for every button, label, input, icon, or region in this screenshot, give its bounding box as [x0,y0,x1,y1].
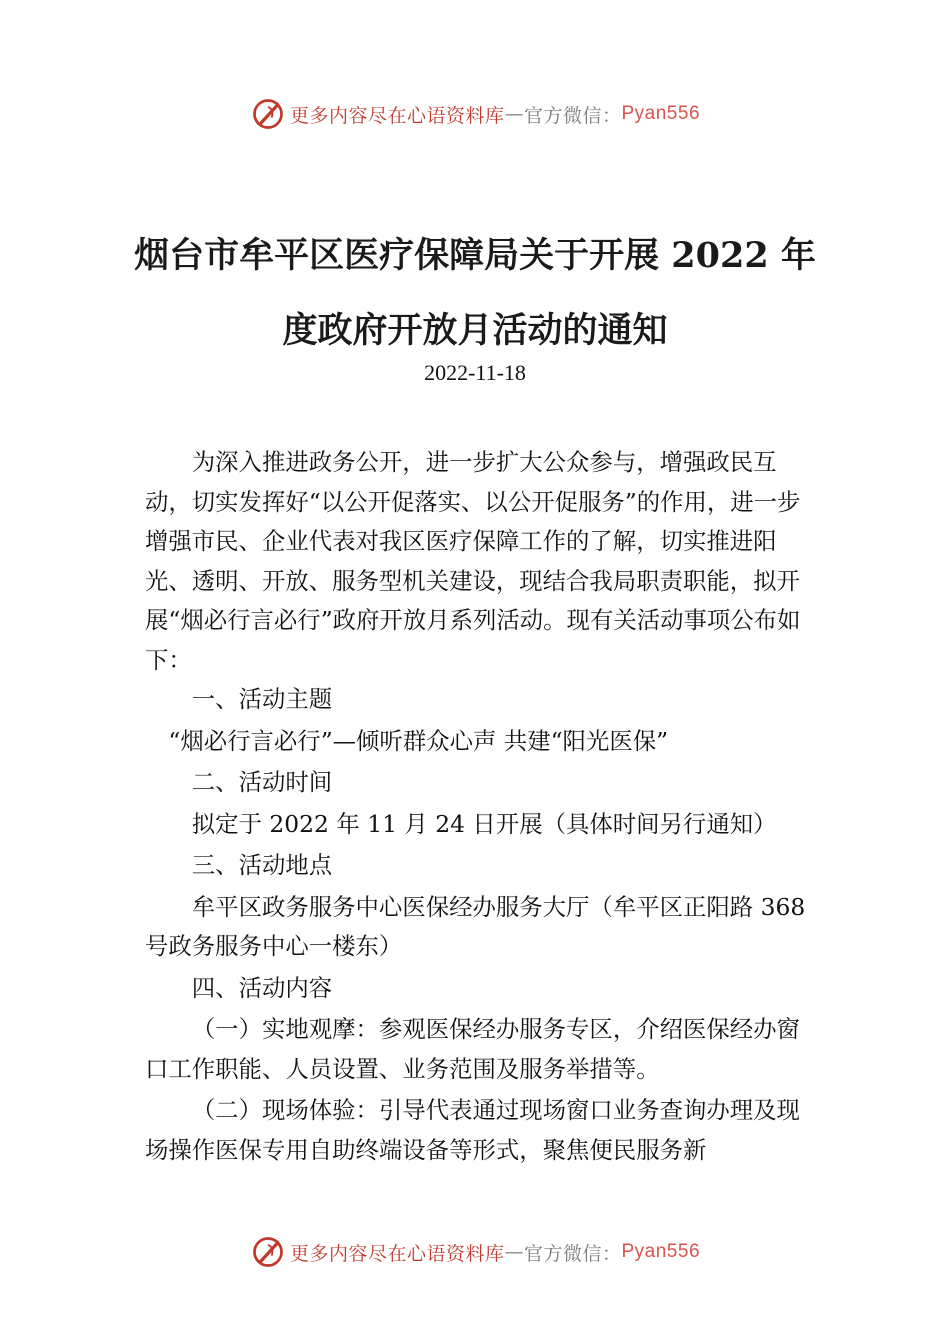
document-body [145,443,809,1170]
watermark-wechat-id: Pyan556 [621,103,701,124]
section-4-heading: 四、活动内容 [191,973,333,1002]
section-1-heading: 一、活动主题 [191,685,333,713]
watermark-wechat-label: 官方微信： [523,1242,622,1265]
watermark-wechat-label: 官方微信： [523,104,622,127]
section-1-text: “烟必行言必行”—倾听群众心声 共建“阳光医保” [168,726,669,755]
watermark-header [0,94,950,134]
page-title-line1: 烟台市牟平区医疗保障局关于开展 2022 年 [134,235,816,276]
section-2-text: 拟定于 2022 年 11 月 24 日开展（具体时间另行通知） [191,809,777,838]
section-4-item-2: （二）现场体验：引导代表通过现场窗口业务查询办理及现场操作医保专用自助终端设备等形式，聚焦便民服务新 [145,1096,800,1164]
watermark-wechat-id: Pyan556 [621,1241,701,1262]
publish-date: 2022-11-18 [424,360,526,385]
section-3-text: 牟平区政务服务中心医保经办服务大厅（牟平区正阳路 368 号政务服务中心一楼东） [145,892,806,960]
watermark-dash: — [504,1241,524,1263]
page-title-line2: 度政府开放月活动的通知 [282,310,668,351]
watermark-text: 更多内容尽在心语资料库 [289,104,505,127]
watermark-text: 更多内容尽在心语资料库 [289,1242,505,1265]
quill-logo-icon [250,1234,286,1270]
quill-logo-icon [250,96,286,132]
section-2-heading: 二、活动时间 [191,768,333,796]
section-3-heading: 三、活动地点 [191,851,333,879]
section-4-item-1: （一）实地观摩：参观医保经办服务专区，介绍医保经办窗口工作职能、人员设置、业务范围及服务举措等。 [145,1015,800,1083]
watermark-dash: — [504,103,524,125]
intro-paragraph: 为深入推进政务公开，进一步扩大公众参与，增强政民互动，切实发挥好“以公开促落实、以公开促服务”的作用，进一步增强市民、企业代表对我区医疗保障工作的了解，切实推进阳光、透明、开放、服务型机关建设，现结合我局职责职能，拟开展“烟必行言必行”政府开放月系列活动。现有关活动事项公布如下： [145,448,801,674]
watermark-footer [0,1232,950,1272]
